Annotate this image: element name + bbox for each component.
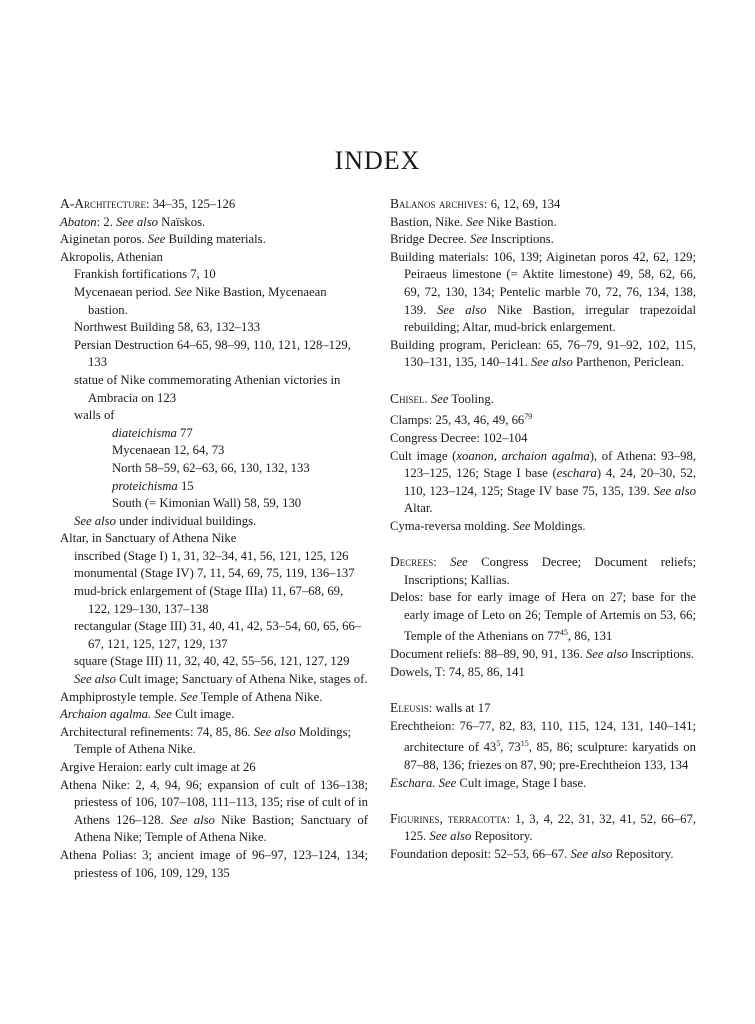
index-entry: Building materials: 106, 139; Aiginetan poros 42, 62, 129; Peiraeus limestone (= Aktite limestone) 49, 58, 62, 66, 69, 72, 130, 134; Pentelic marble 70, 72, 76, 134, 138, 139. See also Nike Bastion, irregular trapezoidal rebuilding; Altar, mud-brick enlargement.: [390, 249, 696, 335]
index-entry: See also Cult image; Sanctuary of Athena Nike, stages of.: [74, 672, 368, 687]
index-entry: South (= Kimonian Wall) 58, 59, 130: [112, 496, 302, 511]
index-entry: Building program, Periclean: 65, 76–79, 91–92, 102, 115, 130–131, 135, 140–141. See also Parthenon, Periclean.: [390, 337, 696, 370]
section-gap: [390, 372, 696, 390]
index-entry: A-Architecture: 34–35, 125–126: [60, 196, 236, 211]
index-entry: Chisel. See Tooling.: [390, 390, 494, 406]
index-entry: Mycenaean period. See Nike Bastion, Mycenaean bastion.: [74, 284, 327, 317]
index-entry: Bastion, Nike. See Nike Bastion.: [390, 214, 557, 229]
index-entry: Eleusis: walls at 17: [390, 700, 491, 716]
index-entry: Figurines, terracotta: 1, 3, 4, 22, 31, 32, 41, 52, 66–67, 125. See also Repository.: [390, 810, 696, 844]
index-entry: Persian Destruction 64–65, 98–99, 110, 121, 128–129, 133: [74, 337, 351, 370]
index-entry: Eschara. See Cult image, Stage I base.: [390, 775, 587, 790]
section-gap: [390, 682, 696, 700]
index-entry: Northwest Building 58, 63, 132–133: [74, 320, 261, 335]
index-entry: Akropolis, Athenian: [60, 249, 163, 264]
index-entry: Altar, in Sanctuary of Athena Nike: [60, 531, 237, 546]
index-entry: See also under individual buildings.: [74, 513, 257, 528]
index-entry: walls of: [74, 408, 115, 423]
index-entry: Document reliefs: 88–89, 90, 91, 136. See also Inscriptions.: [390, 647, 695, 662]
index-entry: Foundation deposit: 52–53, 66–67. See also Repository.: [390, 847, 674, 862]
section-gap: [390, 536, 696, 554]
index-entry: Architectural refinements: 74, 85, 86. See also Moldings; Temple of Athena Nike.: [60, 724, 352, 757]
index-entry: Cyma-reversa molding. See Moldings.: [390, 518, 586, 533]
index-entry: Aiginetan poros. See Building materials.: [60, 232, 266, 247]
index-entry: Erechtheion: 76–77, 82, 83, 110, 115, 124, 131, 140–141; architecture of $43^5$, $73^{15}$, 85, 86; sculpture: karyatids on 87–88, 136; friezes on 87, 90; pre-Erechtheion 133, 134: [390, 718, 696, 773]
index-entry: square (Stage III) 11, 32, 40, 42, 55–56, 121, 127, 129: [74, 654, 350, 669]
index-entry: Cult image (xoanon, archaion agalma), of Athena: 93–98, 123–125, 126; Stage I base (eschara) 4, 24, 20–30, 52, 110, 123–124, 125; Stage IV base 75, 135, 139. See also Altar.: [390, 448, 696, 516]
index-entry: Balanos archives: 6, 12, 69, 134: [390, 196, 561, 211]
index-entry: Delos: base for early image of Hera on 27; base for the early image of Leto on 26; Temple of Artemis on 53, 66; Temple of the Athenians on $77^{45}$, 86, 131: [390, 590, 696, 644]
index-column-left: [60, 195, 368, 882]
index-entry: Athena Nike: 2, 4, 94, 96; expansion of cult of 136–138; priestess of 106, 107–108, 111–113, 135; rise of cult of in Athens 126–128. See also Nike Bastion; Sanctuary of Athena Nike; Temple of Athena Nike.: [60, 777, 368, 845]
index-entry: North 58–59, 62–63, 66, 130, 132, 133: [112, 460, 310, 475]
index-entry: inscribed (Stage I) 1, 31, 32–34, 41, 56, 121, 125, 126: [74, 548, 349, 563]
index-entry: Frankish fortifications 7, 10: [74, 267, 216, 282]
index-entry: Bridge Decree. See Inscriptions.: [390, 232, 554, 247]
index-entry: Amphiprostyle temple. See Temple of Athena Nike.: [60, 689, 323, 704]
index-entry: Athena Polias: 3; ancient image of 96–97, 123–124, 134; priestess of 106, 109, 129, 135: [60, 847, 368, 880]
index-entry: rectangular (Stage III) 31, 40, 41, 42, 53–54, 60, 65, 66–67, 121, 125, 127, 129, 137: [74, 619, 362, 651]
index-entry: Decrees: See Congress Decree; Document reliefs; Inscriptions; Kallias.: [390, 554, 696, 587]
section-gap: [390, 792, 696, 810]
index-entry: monumental (Stage IV) 7, 11, 54, 69, 75, 119, 136–137: [74, 566, 355, 581]
index-entry: Congress Decree: 102–104: [390, 430, 528, 445]
index-entry: Argive Heraion: early cult image at 26: [60, 760, 256, 774]
index-entry: statue of Nike commemorating Athenian victories in Ambracia on 123: [74, 372, 341, 405]
page-title: INDEX: [334, 146, 421, 175]
index-entry: diateichisma 77: [112, 425, 193, 440]
index-entry: Dowels, T: 74, 85, 86, 141: [390, 664, 525, 679]
index-entry: Clamps: 25, 43, 46, 49, $66^{79}$: [390, 412, 533, 428]
index-entry: proteichisma 15: [112, 478, 194, 493]
index-entry: Abaton: 2. See also Naïskos.: [60, 214, 206, 229]
index-column-right: [390, 195, 696, 864]
index-entry: mud-brick enlargement of (Stage IIIa) 11, 67–68, 69, 122, 129–130, 137–138: [74, 584, 344, 616]
index-entry: Archaion agalma. See Cult image.: [60, 707, 235, 722]
index-entry: Mycenaean 12, 64, 73: [112, 443, 225, 458]
